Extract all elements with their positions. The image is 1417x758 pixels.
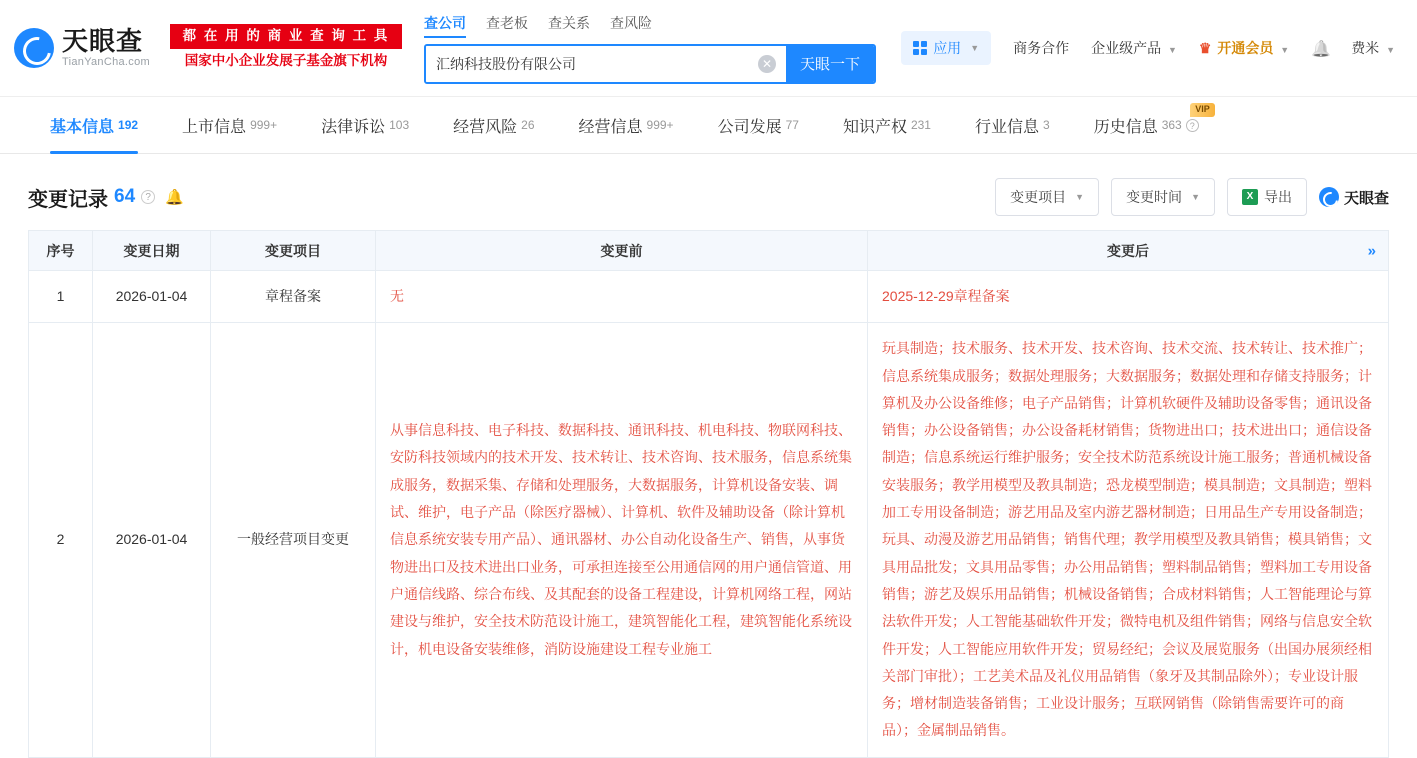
column-date: 变更日期 <box>93 231 211 271</box>
search-box <box>424 44 876 84</box>
nav-label: 历史信息 <box>1093 118 1158 136</box>
business-cooperation-link[interactable]: 商务合作 <box>1013 40 1070 56</box>
chevron-down-icon: ▼ <box>970 43 980 53</box>
question-circle-icon[interactable]: ? <box>141 190 155 204</box>
table-row <box>29 271 1389 323</box>
nav-label: 知识产权 <box>842 118 907 136</box>
cell-after: 2025-12-29章程备案 <box>868 271 1389 323</box>
nav-label: 基本信息 <box>50 118 115 136</box>
question-circle-icon[interactable]: ? <box>1186 119 1199 132</box>
cell-before: 从事信息科技、电子科技、数据科技、通讯科技、机电科技、物联网科技、安防科技领域内的技术开发、技术转让、技术咨询、技术服务，信息系统集成服务，数据采集、存储和处理服务，大数据服务，计算机设备安装、调试、维护，电子产品（除医疗器械）、计算机、软件及辅助设备（除计算机信息系统安装专用产品）、通讯器材、办公自动化设备生产、销售，从事货物进出口及技术进出口业务，可承担连接至公用通信网的用户通信管道、用户通信线路、综合布线、及其配套的设备工程建设，计算机网络工程，网站建设与维护，安全技术防范设计施工，建筑智能化工程，建筑智能化系统设计，机电设备安装维修，消防设施建设工程专业施工 <box>376 323 868 757</box>
chevron-down-icon: ▼ <box>1386 45 1395 55</box>
open-vip-button[interactable] <box>1199 38 1289 58</box>
nav-item-operation-risk[interactable] <box>431 97 556 153</box>
nav-item-intellectual-property[interactable] <box>821 97 953 153</box>
change-records-table-wrap <box>0 230 1417 758</box>
nav-label: 公司发展 <box>717 118 782 136</box>
header-actions <box>995 178 1389 216</box>
cell-date: 2026-01-04 <box>93 323 211 757</box>
logo-name-en: TianYanCha.com <box>62 56 150 68</box>
nav-count: 26 <box>521 118 535 132</box>
brand-watermark <box>1319 187 1389 208</box>
nav-label: 经营信息 <box>578 118 643 136</box>
header-right <box>901 31 1401 65</box>
chevron-down-icon: ▼ <box>1168 45 1177 55</box>
nav-count: 999+ <box>646 118 674 132</box>
nav-item-history-info[interactable] <box>1072 97 1221 153</box>
chevron-double-down-icon[interactable]: » <box>1367 242 1376 259</box>
chevron-down-icon: ▼ <box>1075 192 1085 202</box>
nav-item-listed-info[interactable] <box>160 97 299 153</box>
close-circle-icon[interactable]: ✕ <box>758 55 776 73</box>
logo-icon <box>14 28 54 68</box>
column-index: 序号 <box>29 231 93 271</box>
nav-label: 法律诉讼 <box>321 118 386 136</box>
records-count: 64 <box>114 186 136 207</box>
filter-change-item-button[interactable] <box>995 178 1099 216</box>
vip-badge: VIP <box>1190 103 1215 117</box>
cell-index: 2 <box>29 323 93 757</box>
filter-change-item-label: 变更项目 <box>1010 189 1067 205</box>
filter-change-time-button[interactable] <box>1111 178 1215 216</box>
table-row <box>29 323 1389 757</box>
column-item: 变更项目 <box>211 231 376 271</box>
cell-before: 无 <box>376 271 868 323</box>
nav-item-basic-info[interactable] <box>28 97 160 153</box>
nav-count: 363 <box>1161 118 1182 132</box>
brand-watermark-label: 天眼查 <box>1343 189 1389 207</box>
change-records-header <box>0 154 1417 230</box>
nav-count: 192 <box>118 118 139 132</box>
nav-count: 999+ <box>250 118 278 132</box>
filter-change-time-label: 变更时间 <box>1126 189 1183 205</box>
change-records-table <box>28 230 1389 758</box>
table-header-row <box>29 231 1389 271</box>
slogan-line-2: 国家中小企业发展子基金旗下机构 <box>184 53 388 68</box>
search-tabs <box>424 13 876 38</box>
user-menu[interactable] <box>1351 38 1395 58</box>
column-after <box>868 231 1389 271</box>
excel-icon: X <box>1242 189 1258 205</box>
logo[interactable] <box>14 28 164 68</box>
enterprise-products-label: 企业级产品 <box>1091 40 1162 56</box>
export-button[interactable] <box>1227 178 1307 216</box>
logo-name-cn: 天眼查 <box>62 26 144 56</box>
page-title: 变更记录 <box>28 188 108 211</box>
apps-label: 应用 <box>933 40 962 56</box>
slogan-line-1: 都 在 用 的 商 业 查 询 工 具 <box>170 24 402 49</box>
search-tab-boss[interactable]: 查老板 <box>486 14 528 31</box>
search-input[interactable] <box>426 46 758 82</box>
apps-button[interactable] <box>901 31 991 65</box>
logo-text <box>62 28 150 68</box>
nav-item-legal-proceedings[interactable] <box>299 97 431 153</box>
cell-item: 一般经营项目变更 <box>211 323 376 757</box>
bell-icon[interactable]: 🔔 <box>165 189 184 206</box>
user-name: 费米 <box>1351 40 1380 56</box>
cell-after: 玩具制造；技术服务、技术开发、技术咨询、技术交流、技术转让、技术推广；信息系统集成服务；数据处理服务；大数据服务；数据处理和存储支持服务；计算机及办公设备维修；电子产品销售；计算机软硬件及辅助设备零售；通讯设备销售；办公设备销售；办公设备耗材销售；货物进出口；技术进出口；通信设备制造；信息系统运行维护服务；安全技术防范系统设计施工服务；普通机械设备安装服务；教学用模型及教具制造；恐龙模型制造；模具制造；文具制造；塑料加工专用设备制造；游艺用品及室内游艺器材制造；日用品生产专用设备制造；玩具、动漫及游艺用品销售；销售代理；教学用模型及教具销售；模具销售；文具用品批发；文具用品零售；办公用品销售；塑料制品销售；塑料加工专用设备销售；游艺及娱乐用品销售；机械设备销售；合成材料销售；人工智能理论与算法软件开发；人工智能基础软件开发；微特电机及组件销售；网络与信息安全软件开发；人工智能应用软件开发；贸易经纪；会议及展览服务（出国办展须经相关部门审批）；工艺美术品及礼仪用品销售（象牙及其制品除外）；专业设计服务；增材制造装备销售；工业设计服务；互联网销售（除销售需要许可的商品）；金属制品销售。 <box>868 323 1389 757</box>
bell-icon[interactable] <box>1311 39 1329 57</box>
column-before: 变更前 <box>376 231 868 271</box>
nav-label: 经营风险 <box>453 118 518 136</box>
nav-label: 行业信息 <box>974 118 1039 136</box>
crown-icon: ♛ <box>1198 40 1212 56</box>
open-vip-label: 开通会员 <box>1217 40 1274 56</box>
chevron-down-icon: ▼ <box>1280 45 1290 55</box>
logo-icon <box>1319 187 1339 207</box>
slogan <box>170 24 402 72</box>
export-label: 导出 <box>1263 189 1292 205</box>
section-nav <box>0 96 1417 154</box>
nav-count: 77 <box>785 118 799 132</box>
nav-item-company-development[interactable] <box>696 97 821 153</box>
chevron-down-icon: ▼ <box>1191 192 1200 202</box>
enterprise-products-menu[interactable] <box>1091 38 1177 58</box>
grid-icon <box>913 41 927 55</box>
nav-item-industry-info[interactable] <box>953 97 1072 153</box>
site-header <box>0 0 1417 96</box>
cell-date: 2026-01-04 <box>93 271 211 323</box>
search-tab-company[interactable]: 查公司 <box>424 13 466 38</box>
search-button[interactable]: 天眼一下 <box>786 46 874 82</box>
search-area <box>424 13 876 84</box>
cell-index: 1 <box>29 271 93 323</box>
nav-count: 231 <box>910 118 931 132</box>
column-after-label: 变更后 <box>1107 242 1149 259</box>
cell-item: 章程备案 <box>211 271 376 323</box>
nav-count: 103 <box>389 118 410 132</box>
nav-count: 3 <box>1043 118 1050 132</box>
search-tab-relation[interactable]: 查关系 <box>548 14 590 31</box>
nav-label: 上市信息 <box>182 118 247 136</box>
search-tab-risk[interactable]: 查风险 <box>610 14 652 31</box>
nav-item-operation-info[interactable] <box>557 97 696 153</box>
